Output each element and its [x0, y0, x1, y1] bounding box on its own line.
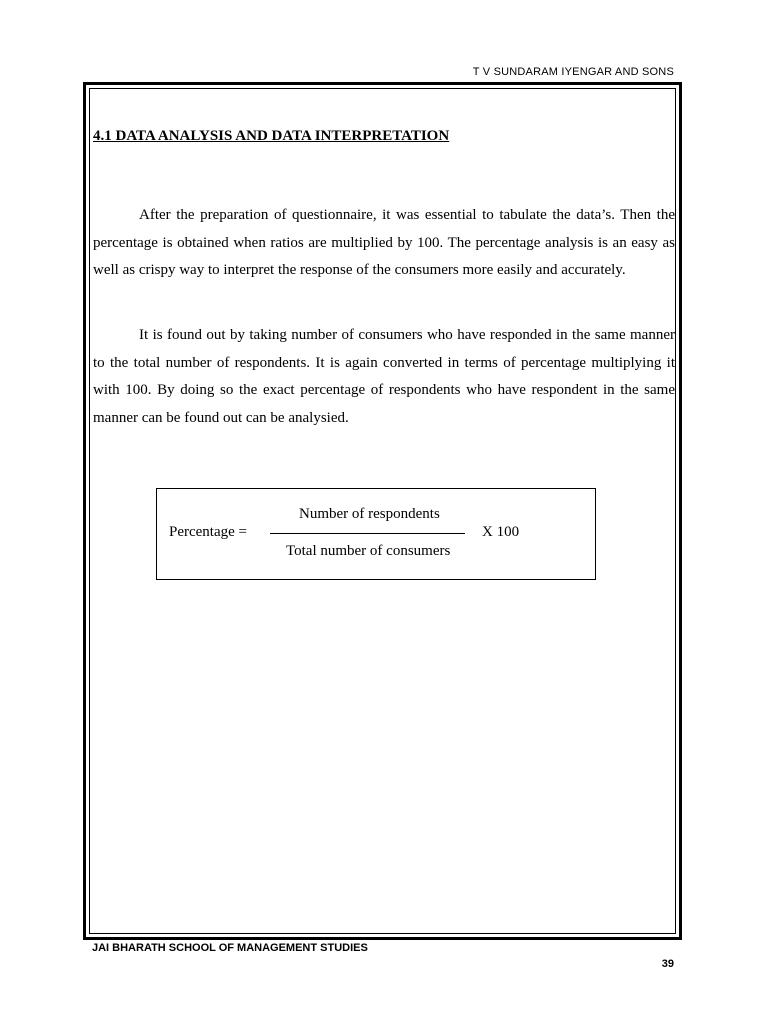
- formula-label: Percentage =: [169, 524, 248, 540]
- section-heading: 4.1 DATA ANALYSIS AND DATA INTERPRETATION: [93, 128, 450, 144]
- header-company-name: T V SUNDARAM IYENGAR AND SONS: [472, 66, 674, 78]
- page-number: 39: [661, 958, 674, 970]
- formula-denominator: Total number of consumers: [286, 543, 451, 559]
- formula-multiplier: X 100: [482, 524, 520, 540]
- footer-school-name: JAI BHARATH SCHOOL OF MANAGEMENT STUDIES: [92, 942, 368, 954]
- percentage-formula-box: [156, 488, 596, 580]
- paragraph-method: It is found out by taking number of consumers who have responded in the same manner to the total number of respondents. It is again converted in terms of percentage multiplying it with 100. By doing so the exact percentage of respondents who have respondent in the same manner can be found out can be analysied.: [93, 327, 675, 426]
- fraction-bar: [270, 533, 465, 534]
- paragraph-preparation: After the preparation of questionnaire, it was essential to tabulate the data’s. Then the percentage is obtained when ratios are multiplied by 100. The percentage analysis is an easy as well as crispy way to interpret the response of the consumers more easily and accurately.: [93, 207, 675, 278]
- formula-numerator: Number of respondents: [299, 506, 440, 522]
